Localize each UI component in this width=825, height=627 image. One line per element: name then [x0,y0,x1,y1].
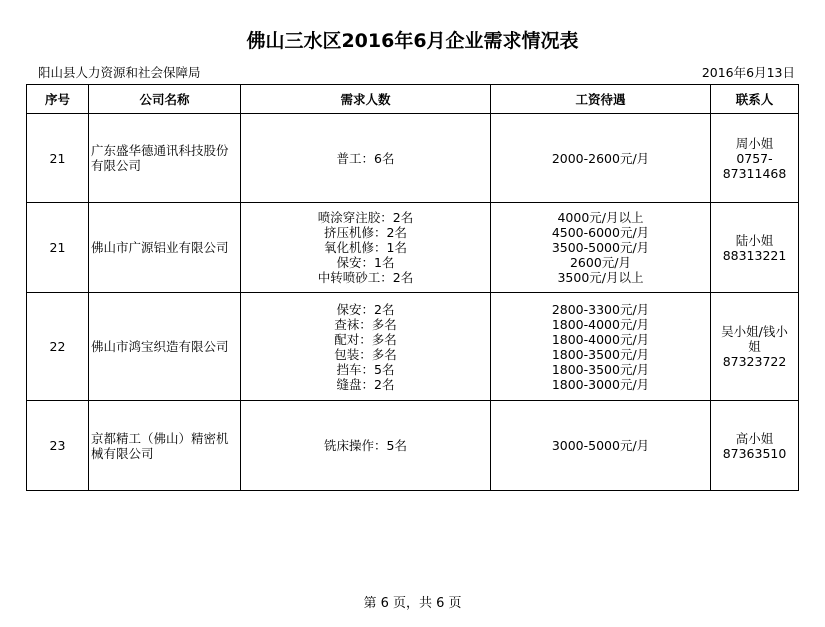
contact-line: 88313221 [722,247,787,263]
salary-cell [491,293,711,401]
salary-line: 1800-3000元/月 [551,376,650,392]
salary-line: 3000-5000元/月 [551,438,650,453]
demand-line: 挤压机修：2名 [324,225,407,240]
contact-line: 周小姐 [735,135,774,151]
demand-cell [241,401,491,491]
table-header-row [27,85,799,114]
contact-line: 0757- [736,150,773,166]
salary-line: 1800-4000元/月 [551,331,650,347]
table-row [27,114,799,203]
demand-line: 保安：2名 [336,301,395,317]
company-name: 京都精工（佛山）精密机械有限公司 [89,401,241,491]
organization-name: 阳山县人力资源和社会保障局 [38,65,201,80]
demand-line: 中转喷砂工：2名 [317,270,414,285]
salary-line: 3500-5000元/月 [551,240,650,255]
demand-cell [241,293,491,401]
demand-line: 缝盘：2名 [336,376,395,392]
row-number: 21 [27,114,89,203]
demand-line: 铣床操作：5名 [324,438,407,453]
contact-line: 87323722 [722,354,787,369]
demand-line: 保安：1名 [336,255,395,270]
demand-table [26,84,799,491]
contact-line: 87363510 [722,445,787,461]
contact-cell [711,401,799,491]
salary-line: 2600元/月 [569,255,632,270]
demand-line: 包装：多名 [334,346,397,362]
demand-line: 查袜：多名 [334,316,397,332]
row-number: 23 [27,401,89,491]
company-name: 佛山市鸿宝织造有限公司 [89,293,241,401]
table-row [27,401,799,491]
demand-line: 普工：6名 [336,150,395,166]
demand-cell [241,203,491,293]
page-title: 佛山三水区2016年6月企业需求情况表 [246,30,579,52]
demand-line: 配对：多名 [334,331,397,347]
header-salary: 工资待遇 [491,85,711,114]
contact-cell [711,114,799,203]
contact-line: 陆小姐 [735,232,774,248]
row-number: 21 [27,203,89,293]
salary-line: 4000元/月以上 [557,210,644,225]
header-demand: 需求人数 [241,85,491,114]
demand-line: 氧化机修：1名 [324,240,407,255]
contact-line: 吴小姐/钱小 [721,324,788,339]
table-row [27,203,799,293]
company-name: 广东盛华德通讯科技股份有限公司 [89,114,241,203]
header-no: 序号 [27,85,89,114]
salary-line: 1800-4000元/月 [551,316,650,332]
salary-line: 4500-6000元/月 [551,225,650,240]
salary-line: 1800-3500元/月 [551,361,650,377]
contact-cell [711,203,799,293]
salary-line: 2000-2600元/月 [551,150,650,166]
salary-cell [491,203,711,293]
salary-line: 1800-3500元/月 [551,346,650,362]
demand-line: 挡车：5名 [336,361,395,377]
contact-line: 高小姐 [735,430,774,446]
table-row [27,293,799,401]
contact-cell [711,293,799,401]
demand-cell [241,114,491,203]
salary-cell [491,401,711,491]
salary-line: 2800-3300元/月 [551,301,650,317]
header-company: 公司名称 [89,85,241,114]
header-contact: 联系人 [711,85,799,114]
company-name: 佛山市广源铝业有限公司 [89,203,241,293]
page-footer: 第 6 页，共 6 页 [363,596,462,611]
contact-line: 姐 [748,339,761,354]
contact-line: 87311468 [722,165,787,181]
salary-cell [491,114,711,203]
report-date: 2016年6月13日 [701,65,795,80]
demand-line: 喷涂穿注胶：2名 [317,210,414,225]
salary-line: 3500元/月以上 [557,270,644,285]
row-number: 22 [27,293,89,401]
